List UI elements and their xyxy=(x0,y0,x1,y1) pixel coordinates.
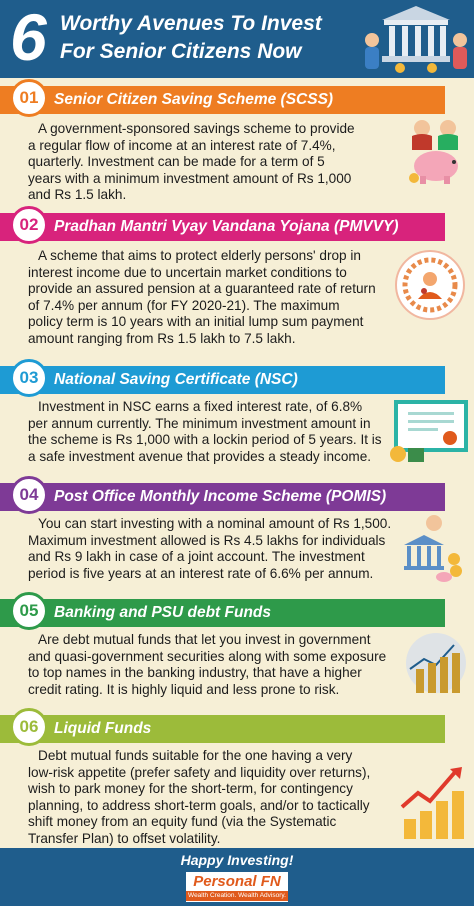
rising-coins-icon xyxy=(398,763,470,841)
text-line: Maximum investment allowed is Rs 4.5 lakhs for individuals xyxy=(28,532,386,548)
section-band xyxy=(0,213,445,241)
section-number: 02 xyxy=(10,206,48,244)
section-banking-psu xyxy=(0,599,474,703)
section-band xyxy=(0,86,445,114)
piggy-bank-icon xyxy=(404,116,470,186)
header-banner xyxy=(0,0,474,78)
section-heading: Senior Citizen Saving Scheme (SCSS) xyxy=(54,91,334,108)
section-text xyxy=(28,121,355,204)
section-heading: Liquid Funds xyxy=(54,720,152,737)
section-heading: National Saving Certificate (NSC) xyxy=(54,371,298,388)
section-text xyxy=(28,248,376,347)
text-line: shift money from an equity fund (via the Systematic xyxy=(28,814,337,829)
section-text xyxy=(28,748,370,847)
coins-chart-icon xyxy=(396,629,468,699)
text-line: Transfer Plan) to offset volatility. xyxy=(28,830,221,846)
brand-subtitle: Wealth Creation. Wealth Advisory. xyxy=(186,891,288,901)
section-text xyxy=(28,632,386,698)
text-line: wish to park money for the short-term, for contingency xyxy=(28,781,353,796)
section-text xyxy=(28,516,391,582)
text-line: A government-sponsored savings scheme to provide xyxy=(38,121,355,136)
text-line: Investment in NSC earns a fixed interest rate, of 6.8% xyxy=(38,399,363,414)
section-text xyxy=(28,399,382,465)
text-line: credit rating. It is highly liquid and less prone to risk. xyxy=(28,681,340,697)
title-line-2: For Senior Citizens Now xyxy=(60,40,302,63)
text-line: a safe investment avenue that provides a steady income. xyxy=(28,448,372,464)
page-title xyxy=(60,10,360,66)
footer-tagline: Happy Investing! xyxy=(180,852,294,868)
section-number: 04 xyxy=(10,476,48,514)
section-number: 05 xyxy=(10,592,48,630)
text-line: and Rs 1.5 lakh. xyxy=(28,187,127,202)
footer xyxy=(0,848,474,906)
section-pmvvy xyxy=(0,213,474,348)
text-line: period is five years at an interest rate of 6.6% per annum. xyxy=(28,565,374,581)
certificate-icon xyxy=(386,398,470,464)
brand-name: Personal FN xyxy=(193,873,281,890)
text-line: You can start investing with a nominal amount of Rs 1,500. xyxy=(38,516,392,531)
bank-building-icon xyxy=(360,2,472,76)
text-line: Are debt mutual funds that let you invest in government xyxy=(38,632,371,647)
section-number: 06 xyxy=(10,708,48,746)
text-line: a regular flow of income at an interest rate of 7.4%, xyxy=(28,137,336,153)
header-number: 6 xyxy=(10,0,47,74)
section-band xyxy=(0,366,445,394)
text-line: low-risk appetite (prefer safety and liquidity over returns), xyxy=(28,764,371,780)
section-heading: Post Office Monthly Income Scheme (POMIS) xyxy=(54,488,387,505)
section-nsc xyxy=(0,366,474,471)
text-line: policy term is 10 years with an initial lump sum payment xyxy=(28,314,364,329)
section-number: 03 xyxy=(10,359,48,397)
pmvvy-seal-icon xyxy=(394,249,466,321)
text-line: per annum currently. The minimum investment amount in xyxy=(28,415,371,431)
section-heading: Pradhan Mantri Vyay Vandana Yojana (PMVVY) xyxy=(54,218,399,235)
text-line: planning, to address short-term goals, and/or to tactically xyxy=(28,797,370,813)
text-line: A scheme that aims to protect elderly persons' drop in xyxy=(38,248,361,263)
text-line: amount ranging from Rs 1.5 lakh to 7.5 lakh. xyxy=(28,330,296,346)
section-liquid-funds xyxy=(0,715,474,845)
text-line: provide an assured pension at a guaranteed rate of return xyxy=(28,281,376,296)
section-heading: Banking and PSU debt Funds xyxy=(54,604,272,621)
text-line: interest income due to uncertain market conditions to xyxy=(28,264,347,280)
section-band xyxy=(0,599,445,627)
title-line-1: Worthy Avenues To Invest xyxy=(60,12,322,35)
section-band xyxy=(0,483,445,511)
section-pomis xyxy=(0,483,474,587)
text-line: and Rs 9 lakh in case of a joint account. The investment xyxy=(28,549,365,564)
text-line: and quasi-government securities along with some exposure xyxy=(28,648,387,664)
section-number: 01 xyxy=(10,79,48,117)
brand-logo xyxy=(186,872,288,902)
text-line: to top names in the banking industry, that have a higher xyxy=(28,665,362,680)
bank-money-icon xyxy=(398,513,468,583)
text-line: Debt mutual funds suitable for the one having a very xyxy=(38,748,353,763)
text-line: quarterly. Investment can be made for a term of 5 xyxy=(28,154,325,169)
text-line: years with a minimum investment amount of Rs 1,000 xyxy=(28,170,352,186)
section-scss xyxy=(0,86,474,202)
section-band xyxy=(0,715,445,743)
text-line: the scheme is Rs 1,000 with a lockin period of 5 years. It is xyxy=(28,432,382,447)
text-line: of 7.4% per annum (for FY 2020-21). The maximum xyxy=(28,297,340,313)
